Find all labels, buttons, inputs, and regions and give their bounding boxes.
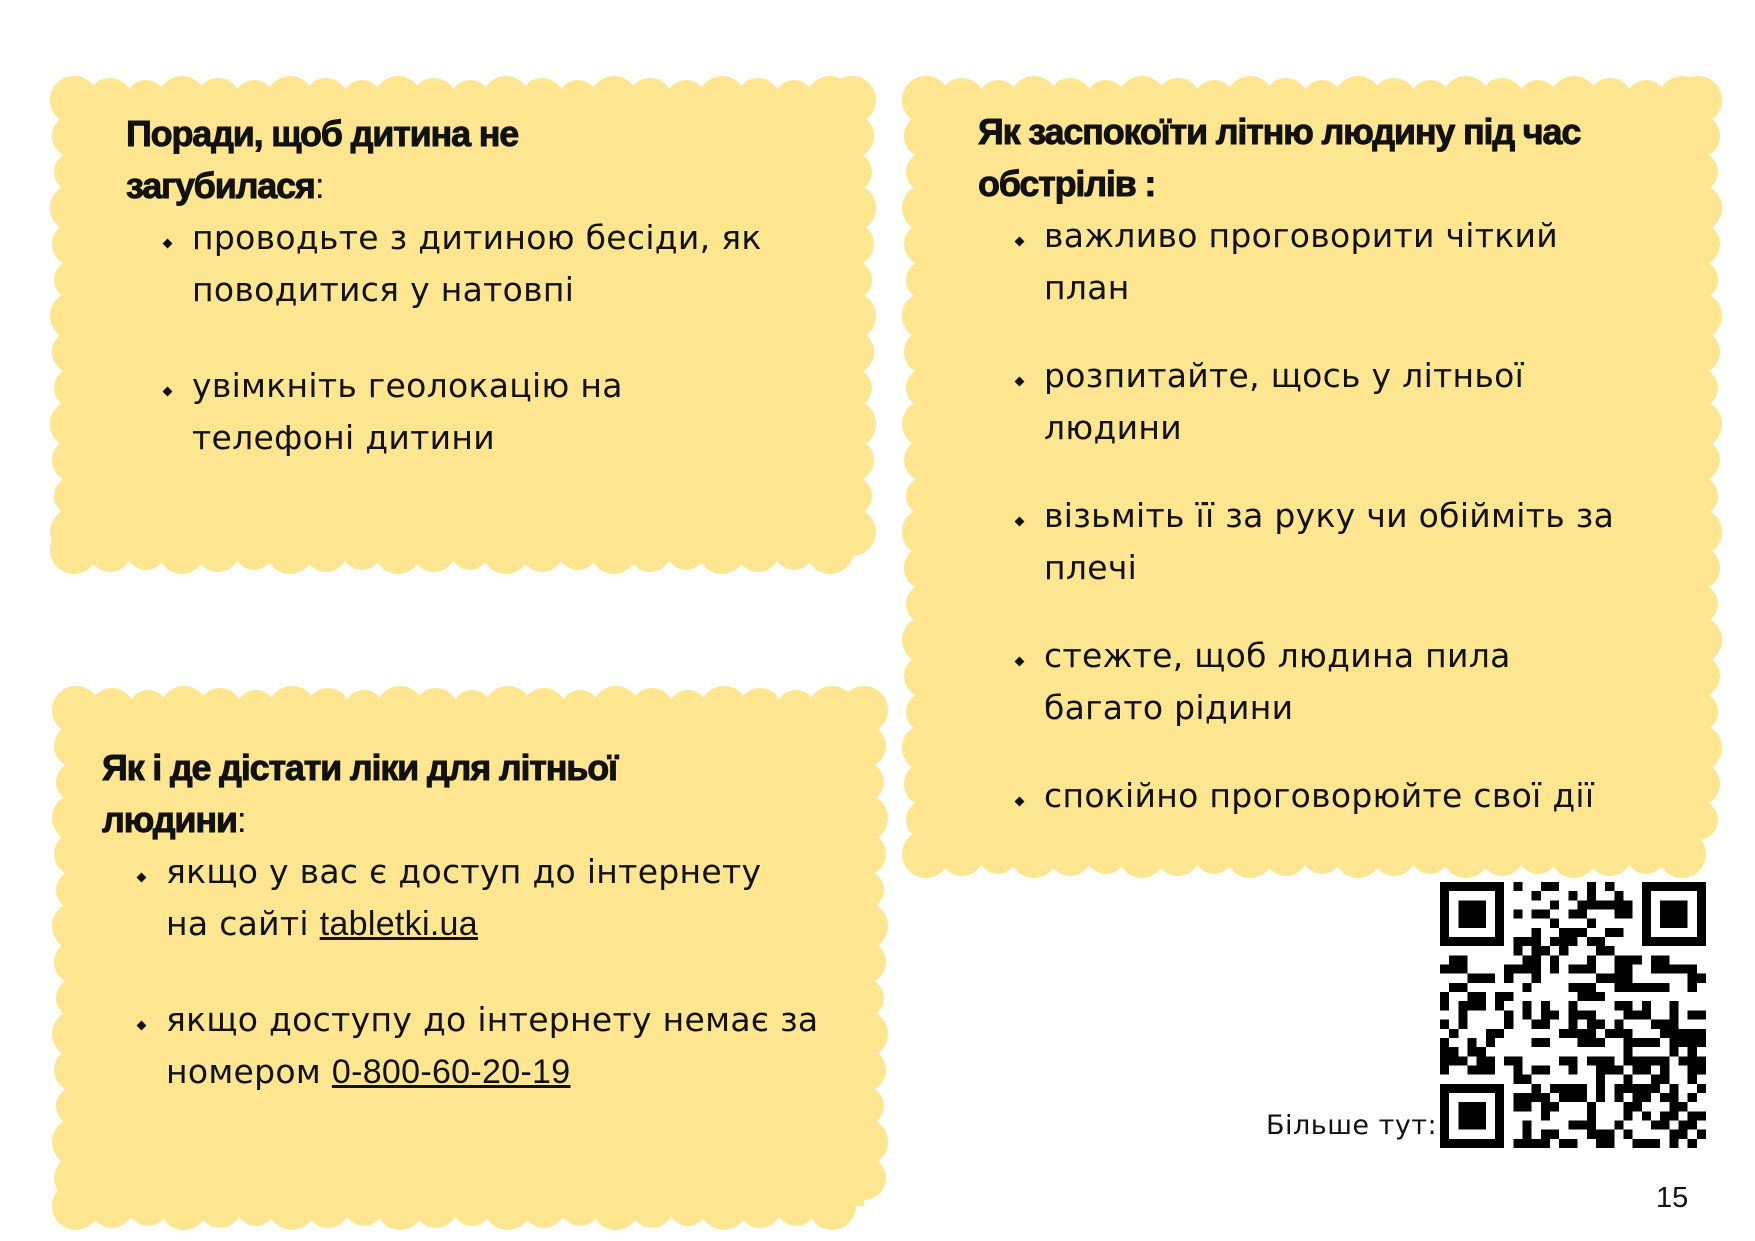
list-item: проводьте з дитиною бесіди, як поводитися у натовпі	[192, 212, 812, 316]
list-item: розпитайте, щось у літньої людини	[1044, 350, 1604, 454]
hotline-phone-link[interactable]: 0-800-60-20-19	[331, 1053, 571, 1091]
qr-code-icon[interactable]	[1440, 882, 1706, 1148]
list-item: якщо доступу до інтернету немає за номером 0-800-60-20-19	[166, 994, 826, 1098]
elderly-calm-card	[900, 74, 1724, 880]
tabletki-link[interactable]: tabletki.ua	[319, 905, 478, 943]
medicine-card	[50, 684, 890, 1232]
child-tips-card	[48, 74, 878, 576]
list-item: якщо у вас є доступ до інтернету на сайті tabletki.ua	[166, 846, 806, 950]
elderly-calm-title: Як заспокоїти літню людину під час обстрілів :	[978, 111, 1581, 204]
qr-caption: Більше тут:	[1266, 1110, 1438, 1141]
list-item: увімкніть геолокацію на телефоні дитини	[192, 360, 732, 464]
list-item: візьміть її за руку чи обійміть за плечі	[1044, 490, 1674, 594]
list-item: спокійно проговорюйте свої дії	[1044, 770, 1684, 822]
medicine-title: Як і де дістати ліки для літньої людини:	[102, 747, 617, 840]
list-item: важливо проговорити чіткий план	[1044, 210, 1604, 314]
child-tips-title: Поради, щоб дитина не загубилася:	[126, 113, 519, 206]
list-item: стежте, щоб людина пила багато рідини	[1044, 630, 1604, 734]
page-number: 15	[1656, 1182, 1689, 1214]
